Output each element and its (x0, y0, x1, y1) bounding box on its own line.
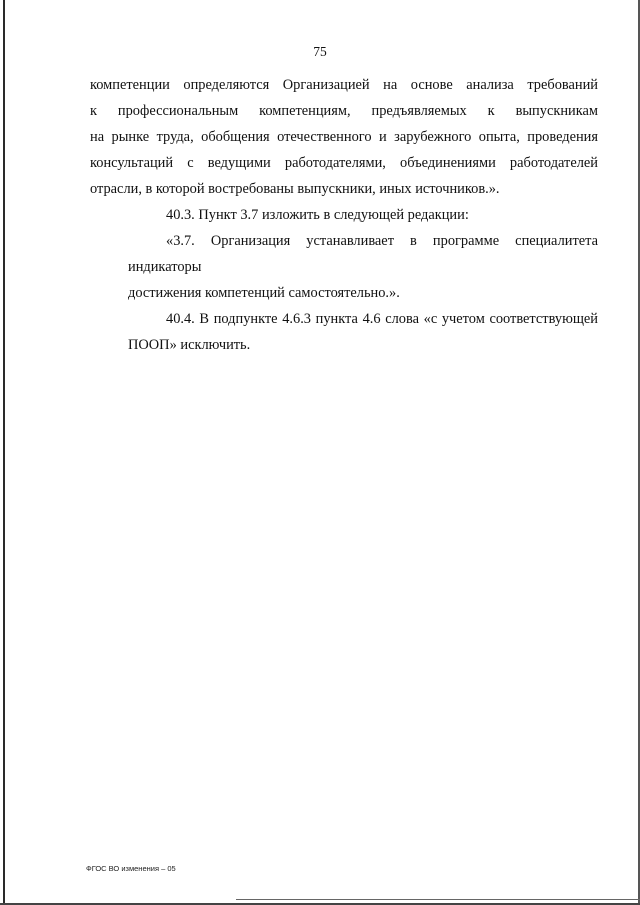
text-line: компетенции определяются Организацией на основе анализа требований (90, 77, 598, 93)
text-line: 40.4. В подпункте 4.6.3 пункта 4.6 слова «с учетом соответствующей (166, 311, 598, 327)
page-number: 75 (313, 44, 327, 59)
text-line: «3.7. Организация устанавливает в программе специалитета индикаторы (128, 233, 598, 275)
scan-left-edge (3, 0, 5, 905)
text-line: консультаций с ведущими работодателями, объединениями работодателей (90, 155, 598, 171)
text-line: ПООП» исключить. (128, 337, 251, 353)
text-line: на рынке труда, обобщения отечественного и зарубежного опыта, проведения (90, 129, 598, 145)
scan-bottom-line (236, 899, 640, 900)
paragraph-competencies (90, 72, 598, 202)
text-line: к профессиональным компетенциям, предъявляемых к выпускникам (90, 103, 598, 119)
paragraph-3-7 (90, 228, 598, 306)
document-body (90, 72, 598, 358)
paragraph-40-4 (90, 306, 598, 358)
paragraph-40-3 (90, 202, 598, 228)
text-line: достижения компетенций самостоятельно.». (128, 285, 400, 301)
text-line: отрасли, в которой востребованы выпускники, иных источников.». (90, 181, 500, 197)
text-line: 40.3. Пункт 3.7 изложить в следующей редакции: (166, 207, 469, 223)
page-footer: ФГОС ВО изменения – 05 (86, 864, 176, 873)
